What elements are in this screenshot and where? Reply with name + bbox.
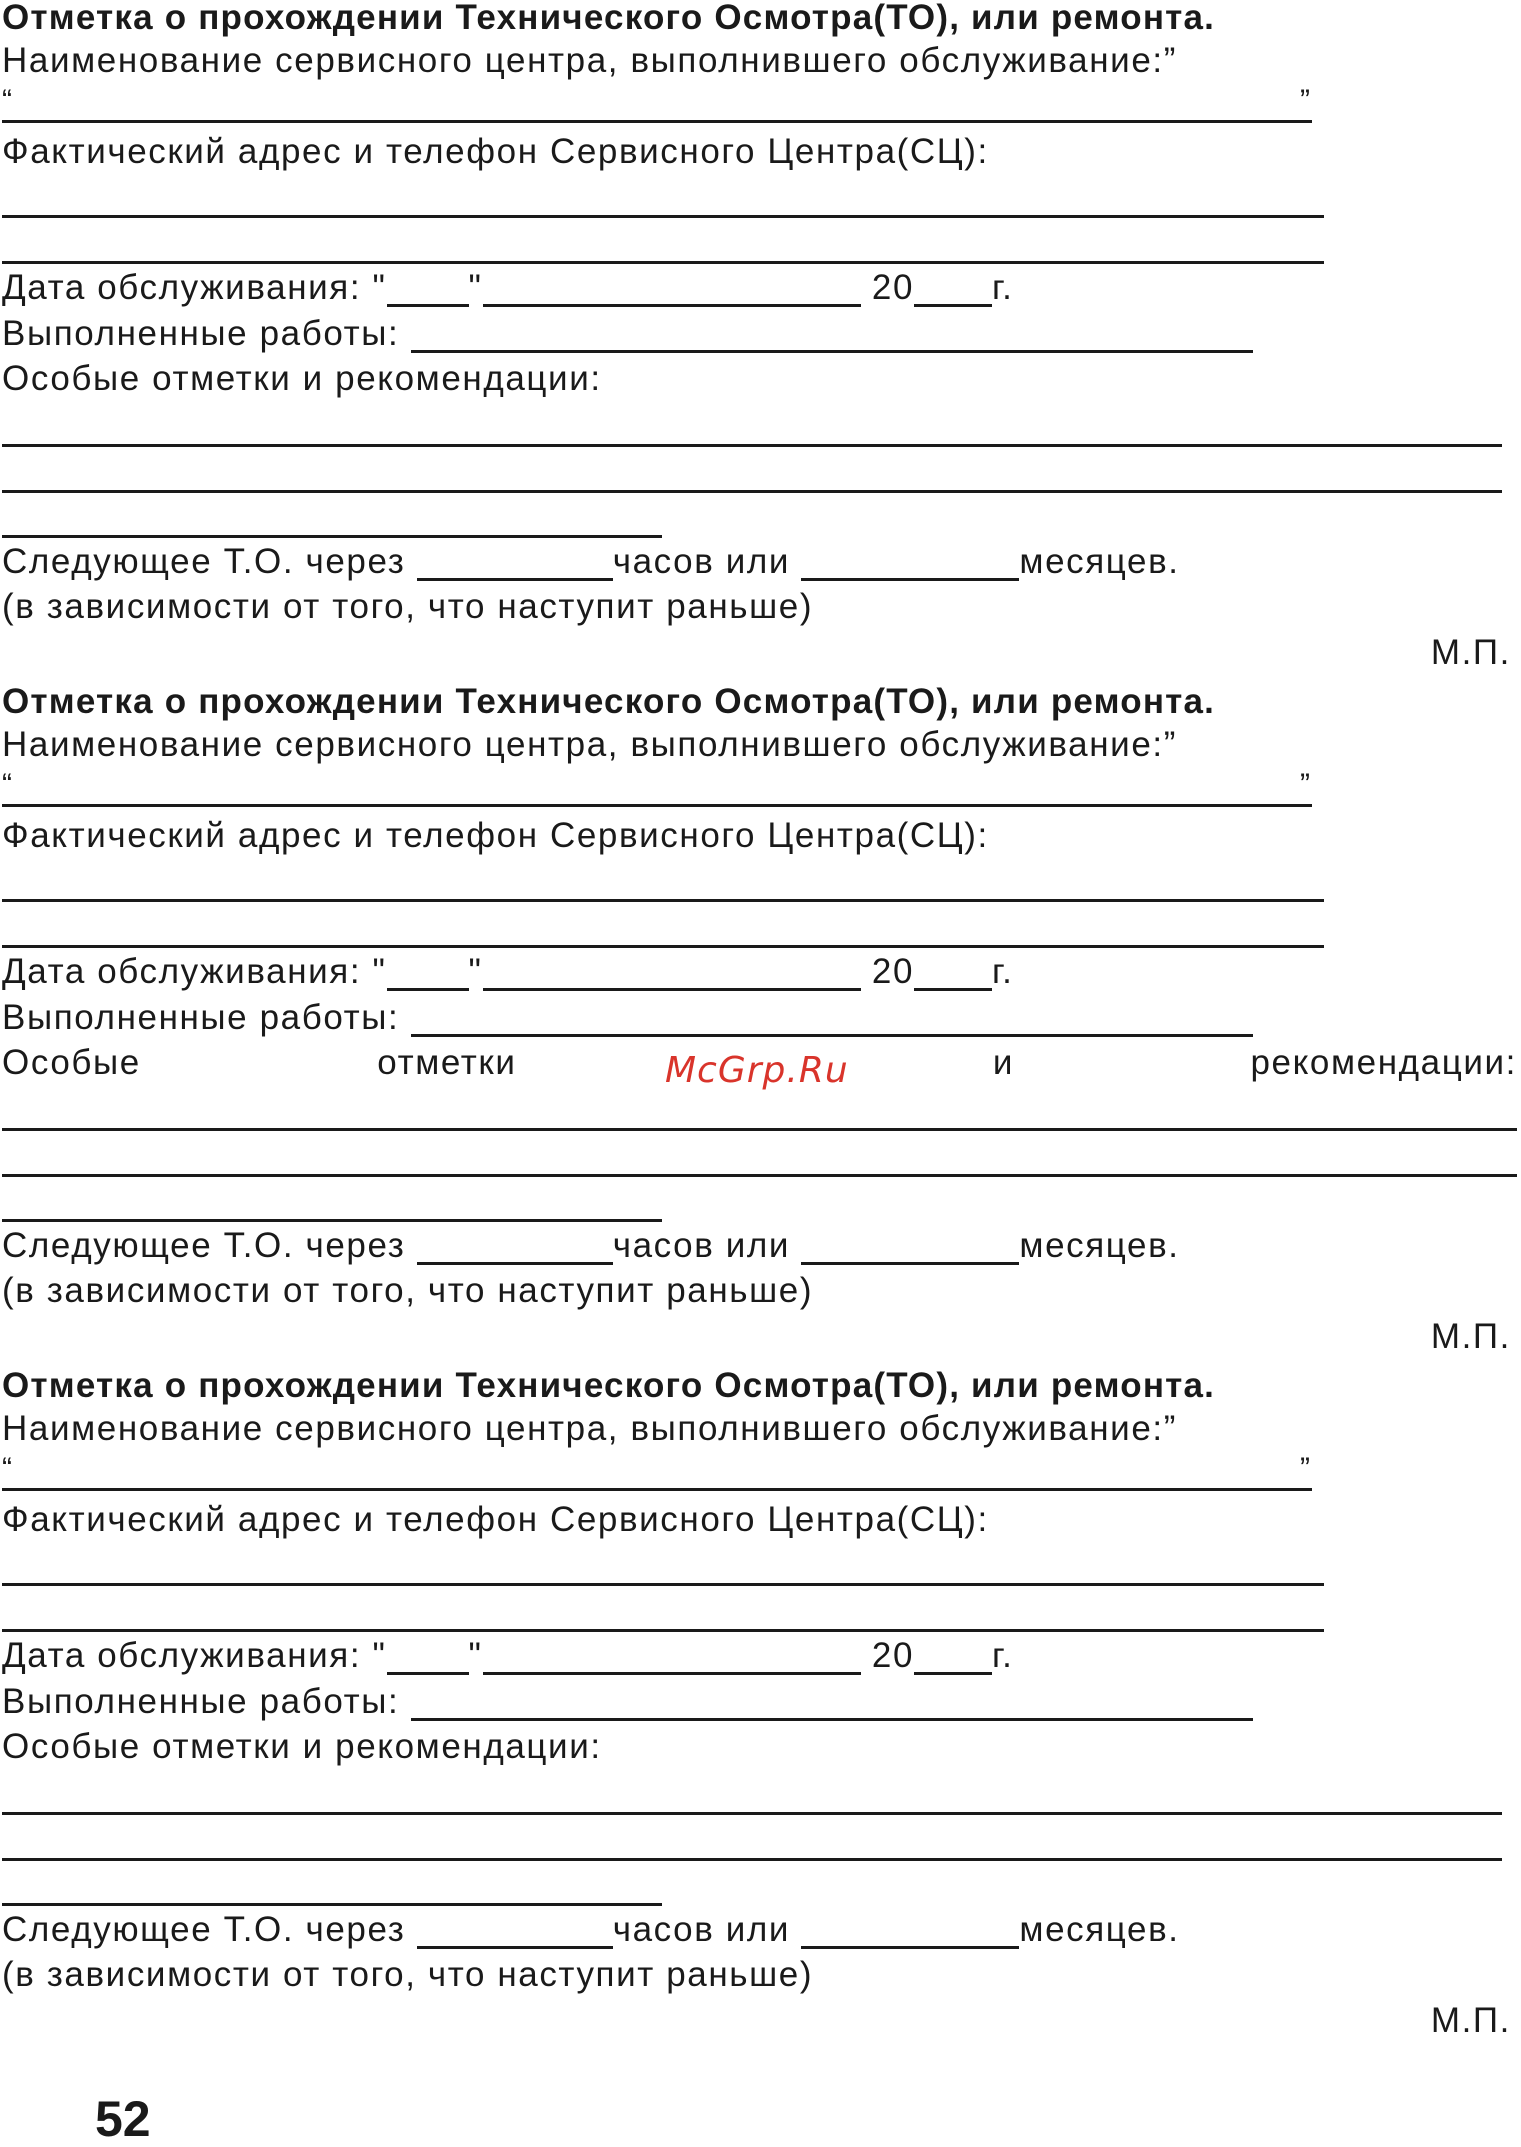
notes-word-2: отметки: [377, 1043, 517, 1082]
notes-line-2[interactable]: [2, 490, 1502, 493]
works-blank[interactable]: [411, 1688, 1253, 1721]
works-row: [2, 1682, 1253, 1722]
date-month-blank[interactable]: [483, 274, 861, 307]
works-blank[interactable]: [411, 1004, 1253, 1037]
date-year-blank[interactable]: [914, 958, 992, 991]
open-quote: “: [2, 768, 12, 801]
service-center-name-line[interactable]: [2, 1488, 1312, 1491]
works-label: Выполненные работы:: [2, 1682, 400, 1721]
date-quote-close: ": [468, 1636, 483, 1675]
condition-note: (в зависимости от того, что наступит раньше): [2, 1271, 814, 1310]
notes-line-1[interactable]: [2, 444, 1502, 447]
hours-blank[interactable]: [417, 1232, 613, 1265]
notes-line-1[interactable]: [2, 1128, 1517, 1131]
hours-label: часов или: [612, 1910, 791, 1949]
notes-label: Особые отметки и рекомендации:: [2, 1727, 602, 1766]
months-blank[interactable]: [801, 1232, 1019, 1265]
date-day-blank[interactable]: [387, 958, 469, 991]
works-label: Выполненные работы:: [2, 314, 400, 353]
record-title: Отметка о прохождении Технического Осмотра(ТО), или ремонта.: [2, 682, 1216, 721]
date-day-blank[interactable]: [387, 274, 469, 307]
notes-word-3: и: [992, 1043, 1015, 1082]
date-quote-open: ": [372, 268, 387, 307]
stamp-label: М.П.: [1430, 2001, 1511, 2040]
next-service-label: Следующее Т.О. через: [2, 1910, 406, 1949]
service-center-name-line[interactable]: [2, 120, 1312, 123]
condition-note: (в зависимости от того, что наступит раньше): [2, 587, 814, 626]
notes-word-4: рекомендации:: [1250, 1043, 1517, 1082]
date-row: [2, 1636, 1013, 1676]
notes-line-3[interactable]: [2, 1903, 662, 1906]
page-number: 52: [95, 2091, 151, 2147]
address-line-2[interactable]: [2, 1629, 1324, 1632]
date-quote-open: ": [372, 952, 387, 991]
next-service-label: Следующее Т.О. через: [2, 542, 406, 581]
date-year-suffix: г.: [992, 268, 1014, 307]
notes-label: Особые отметки и рекомендации:: [2, 359, 602, 398]
date-day-blank[interactable]: [387, 1642, 469, 1675]
address-line-2[interactable]: [2, 945, 1324, 948]
service-record-block-2: [0, 684, 1521, 1368]
service-record-block-3: [0, 1368, 1521, 2052]
watermark-text: McGrp.Ru: [665, 1050, 849, 1091]
record-title: Отметка о прохождении Технического Осмотра(ТО), или ремонта.: [2, 1366, 1216, 1405]
service-center-label: Наименование сервисного центра, выполнившего обслуживание:”: [2, 725, 1177, 764]
address-line-1[interactable]: [2, 899, 1324, 902]
record-title: Отметка о прохождении Технического Осмотра(ТО), или ремонта.: [2, 0, 1216, 37]
months-label: месяцев.: [1019, 1910, 1180, 1949]
condition-note: (в зависимости от того, что наступит раньше): [2, 1955, 814, 1994]
service-center-name-line[interactable]: [2, 804, 1312, 807]
stamp-label: М.П.: [1430, 633, 1511, 672]
open-quote: “: [2, 1452, 12, 1485]
address-line-2[interactable]: [2, 261, 1324, 264]
date-label: Дата обслуживания:: [2, 1636, 362, 1675]
date-month-blank[interactable]: [483, 1642, 861, 1675]
next-service-row: [2, 1226, 1180, 1266]
date-year-suffix: г.: [992, 1636, 1014, 1675]
address-label: Фактический адрес и телефон Сервисного Центра(СЦ):: [2, 1500, 989, 1539]
open-quote: “: [2, 84, 12, 117]
months-blank[interactable]: [801, 1916, 1019, 1949]
date-month-blank[interactable]: [483, 958, 861, 991]
address-label: Фактический адрес и телефон Сервисного Центра(СЦ):: [2, 132, 989, 171]
service-record-block-1: [0, 0, 1521, 684]
date-quote-open: ": [372, 1636, 387, 1675]
address-label: Фактический адрес и телефон Сервисного Центра(СЦ):: [2, 816, 989, 855]
months-label: месяцев.: [1019, 542, 1180, 581]
service-center-label: Наименование сервисного центра, выполнившего обслуживание:”: [2, 1409, 1177, 1448]
notes-word-1: Особые: [2, 1043, 141, 1082]
works-row: [2, 314, 1253, 354]
address-line-1[interactable]: [2, 215, 1324, 218]
months-blank[interactable]: [801, 548, 1019, 581]
works-row: [2, 998, 1253, 1038]
date-quote-close: ": [468, 268, 483, 307]
date-quote-close: ": [468, 952, 483, 991]
hours-label: часов или: [612, 542, 791, 581]
next-service-row: [2, 542, 1180, 582]
next-service-label: Следующее Т.О. через: [2, 1226, 406, 1265]
date-label: Дата обслуживания:: [2, 952, 362, 991]
notes-line-2[interactable]: [2, 1174, 1517, 1177]
notes-line-2[interactable]: [2, 1858, 1502, 1861]
date-year-blank[interactable]: [914, 1642, 992, 1675]
notes-line-1[interactable]: [2, 1812, 1502, 1815]
close-quote: ”: [1300, 1452, 1310, 1485]
date-year-prefix: 20: [871, 952, 915, 991]
close-quote: ”: [1300, 84, 1310, 117]
notes-line-3[interactable]: [2, 1219, 662, 1222]
hours-blank[interactable]: [417, 1916, 613, 1949]
close-quote: ”: [1300, 768, 1310, 801]
works-label: Выполненные работы:: [2, 998, 400, 1037]
date-row: [2, 268, 1013, 308]
address-line-1[interactable]: [2, 1583, 1324, 1586]
date-year-prefix: 20: [871, 268, 915, 307]
stamp-label: М.П.: [1430, 1317, 1511, 1356]
date-year-prefix: 20: [871, 1636, 915, 1675]
date-row: [2, 952, 1013, 992]
works-blank[interactable]: [411, 320, 1253, 353]
months-label: месяцев.: [1019, 1226, 1180, 1265]
hours-label: часов или: [612, 1226, 791, 1265]
date-year-blank[interactable]: [914, 274, 992, 307]
hours-blank[interactable]: [417, 548, 613, 581]
next-service-row: [2, 1910, 1180, 1950]
date-year-suffix: г.: [992, 952, 1014, 991]
service-center-label: Наименование сервисного центра, выполнившего обслуживание:”: [2, 41, 1177, 80]
date-label: Дата обслуживания:: [2, 268, 362, 307]
notes-line-3[interactable]: [2, 535, 662, 538]
